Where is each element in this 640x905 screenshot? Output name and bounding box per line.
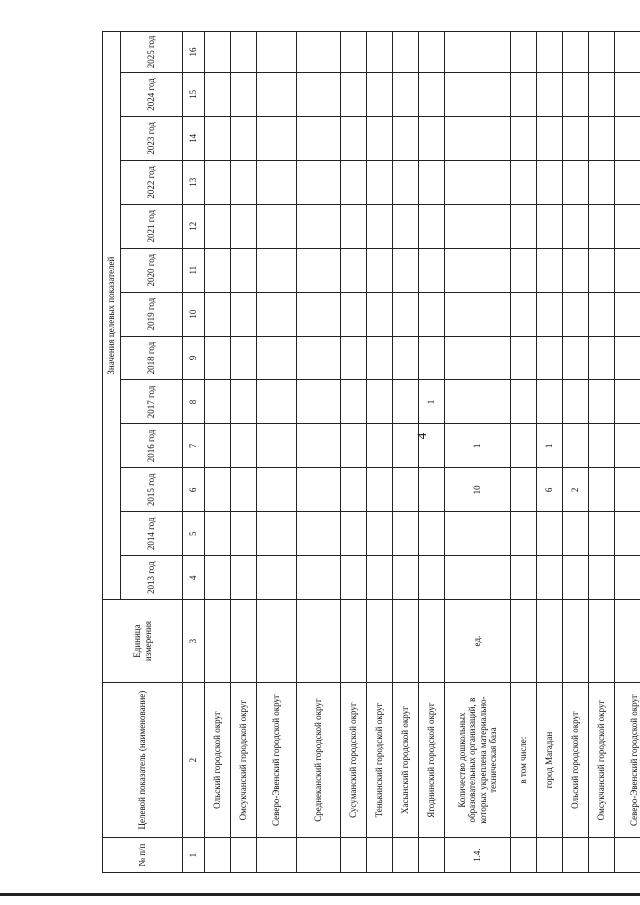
row-value-cell — [537, 204, 563, 248]
row-value-cell — [257, 292, 297, 336]
row-value-cell — [367, 160, 393, 204]
column-number: 8 — [183, 380, 205, 424]
row-value-cell — [231, 468, 257, 512]
row-indicator-name: Сусуманский городской округ — [341, 682, 367, 837]
header-year: 2024 год — [121, 72, 183, 116]
table-row — [297, 32, 341, 873]
row-value-cell — [297, 32, 341, 73]
column-number: 13 — [183, 160, 205, 204]
row-unit — [367, 600, 393, 683]
row-value-cell — [563, 556, 589, 600]
row-value-cell — [589, 72, 615, 116]
row-unit — [537, 600, 563, 683]
row-value-cell — [205, 292, 231, 336]
row-value-cell — [393, 204, 419, 248]
row-value-cell — [367, 512, 393, 556]
header-row-group — [103, 32, 121, 873]
row-value-cell — [341, 160, 367, 204]
row-value-cell — [537, 512, 563, 556]
row-value-cell — [231, 32, 257, 73]
row-value-cell — [511, 204, 537, 248]
row-number — [257, 838, 297, 873]
row-value-cell — [341, 116, 367, 160]
column-number: 12 — [183, 204, 205, 248]
row-indicator-name: Ольский городской округ — [205, 682, 231, 837]
row-value-cell — [297, 72, 341, 116]
row-value-cell — [393, 72, 419, 116]
row-value-cell — [205, 512, 231, 556]
table-row — [231, 32, 257, 873]
row-value-cell — [419, 32, 445, 73]
row-value-cell — [367, 336, 393, 380]
table-row — [589, 32, 615, 873]
row-unit — [511, 600, 537, 683]
row-value-cell — [393, 380, 419, 424]
row-value-cell — [297, 292, 341, 336]
row-value-cell — [367, 248, 393, 292]
row-unit — [341, 600, 367, 683]
column-number: 15 — [183, 72, 205, 116]
row-value-cell — [393, 424, 419, 468]
row-value-cell — [563, 512, 589, 556]
header-year: 2015 год — [121, 468, 183, 512]
row-value-cell — [341, 248, 367, 292]
row-value-cell — [511, 248, 537, 292]
row-value-cell — [563, 292, 589, 336]
row-value-cell — [367, 556, 393, 600]
header-colnum-row — [183, 32, 205, 873]
row-value-cell — [537, 336, 563, 380]
row-value-cell — [297, 204, 341, 248]
header-year: 2025 год — [121, 32, 183, 73]
column-number: 10 — [183, 292, 205, 336]
row-value-cell: 2 — [563, 468, 589, 512]
row-value-cell — [393, 556, 419, 600]
table-row — [341, 32, 367, 873]
row-value-cell — [445, 292, 511, 336]
row-number — [393, 838, 419, 873]
row-value-cell — [511, 292, 537, 336]
row-value-cell — [205, 336, 231, 380]
table-row — [367, 32, 393, 873]
row-value-cell — [393, 160, 419, 204]
row-number — [419, 838, 445, 873]
header-year: 2014 год — [121, 512, 183, 556]
row-value-cell — [419, 556, 445, 600]
row-value-cell — [589, 292, 615, 336]
row-number — [341, 838, 367, 873]
row-value-cell — [511, 556, 537, 600]
header-values-group: Значения целевых показателей — [103, 32, 121, 600]
table-row — [511, 32, 537, 873]
row-value-cell — [445, 248, 511, 292]
row-value-cell — [367, 116, 393, 160]
row-unit: ед. — [445, 600, 511, 683]
row-value-cell — [231, 72, 257, 116]
header-unit: Единица измерения — [103, 600, 183, 683]
row-value-cell — [257, 32, 297, 73]
column-number: 11 — [183, 248, 205, 292]
row-value-cell — [341, 292, 367, 336]
row-value-cell — [615, 160, 640, 204]
row-value-cell — [511, 336, 537, 380]
row-value-cell — [563, 380, 589, 424]
row-number: 1.4. — [445, 838, 511, 873]
row-value-cell — [297, 380, 341, 424]
row-value-cell — [297, 556, 341, 600]
row-value-cell — [231, 292, 257, 336]
row-value-cell — [297, 512, 341, 556]
row-value-cell — [419, 248, 445, 292]
row-value-cell — [445, 556, 511, 600]
row-value-cell — [589, 248, 615, 292]
row-number — [205, 838, 231, 873]
header-year: 2022 год — [121, 160, 183, 204]
row-value-cell — [589, 116, 615, 160]
column-number: 3 — [183, 600, 205, 683]
row-value-cell — [537, 292, 563, 336]
row-value-cell — [393, 248, 419, 292]
row-value-cell — [615, 424, 640, 468]
row-value-cell — [257, 512, 297, 556]
row-unit — [419, 600, 445, 683]
header-year: 2016 год — [121, 424, 183, 468]
row-value-cell — [205, 468, 231, 512]
row-indicator-name: Количество дошкольных образовательных организаций, в которых укреплена материально-техническая база — [445, 682, 511, 837]
row-value-cell — [257, 116, 297, 160]
row-value-cell — [615, 380, 640, 424]
row-value-cell — [563, 116, 589, 160]
row-value-cell — [257, 248, 297, 292]
column-number: 14 — [183, 116, 205, 160]
row-value-cell — [419, 468, 445, 512]
row-value-cell: 6 — [537, 468, 563, 512]
row-unit — [297, 600, 341, 683]
row-value-cell — [511, 468, 537, 512]
row-value-cell — [445, 336, 511, 380]
row-value-cell — [205, 556, 231, 600]
row-value-cell — [205, 72, 231, 116]
row-value-cell — [615, 336, 640, 380]
row-value-cell — [615, 248, 640, 292]
row-value-cell — [615, 32, 640, 73]
row-value-cell — [205, 32, 231, 73]
row-value-cell — [367, 32, 393, 73]
row-value-cell — [563, 204, 589, 248]
row-value-cell — [589, 424, 615, 468]
row-value-cell — [257, 556, 297, 600]
row-value-cell — [419, 160, 445, 204]
row-value-cell — [367, 380, 393, 424]
row-value-cell — [615, 204, 640, 248]
row-value-cell — [589, 32, 615, 73]
row-unit — [393, 600, 419, 683]
row-indicator-name: Хасынский городской округ — [393, 682, 419, 837]
row-value-cell — [563, 424, 589, 468]
row-value-cell — [341, 336, 367, 380]
row-number — [367, 838, 393, 873]
row-value-cell — [367, 292, 393, 336]
row-indicator-name: Северо-Эвенский городской округ — [257, 682, 297, 837]
row-value-cell — [589, 468, 615, 512]
row-value-cell — [367, 424, 393, 468]
row-value-cell: 1 — [537, 424, 563, 468]
row-value-cell — [341, 424, 367, 468]
page-number: 4 — [414, 432, 429, 440]
row-value-cell — [205, 424, 231, 468]
column-number: 16 — [183, 32, 205, 73]
row-value-cell — [393, 468, 419, 512]
row-value-cell — [297, 116, 341, 160]
row-value-cell — [589, 512, 615, 556]
row-value-cell — [445, 512, 511, 556]
row-indicator-name: Ольский городской округ — [563, 682, 589, 837]
row-value-cell — [563, 32, 589, 73]
row-value-cell — [615, 116, 640, 160]
row-value-cell — [563, 336, 589, 380]
table-row — [419, 32, 445, 873]
row-value-cell — [205, 248, 231, 292]
table-row — [393, 32, 419, 873]
row-value-cell — [257, 72, 297, 116]
column-number: 6 — [183, 468, 205, 512]
row-value-cell — [419, 292, 445, 336]
row-value-cell — [205, 160, 231, 204]
row-value-cell — [537, 556, 563, 600]
table-row — [537, 32, 563, 873]
row-value-cell — [341, 556, 367, 600]
row-value-cell — [419, 72, 445, 116]
row-unit — [615, 600, 640, 683]
row-value-cell — [205, 204, 231, 248]
row-value-cell — [511, 160, 537, 204]
row-value-cell — [537, 72, 563, 116]
row-value-cell — [511, 424, 537, 468]
row-indicator-name: Омсукчанский городской округ — [589, 682, 615, 837]
row-value-cell — [231, 424, 257, 468]
row-value-cell: 1 — [419, 380, 445, 424]
row-value-cell — [231, 248, 257, 292]
row-value-cell — [393, 292, 419, 336]
row-value-cell — [419, 424, 445, 468]
row-value-cell — [231, 116, 257, 160]
column-number: 4 — [183, 556, 205, 600]
row-value-cell — [589, 160, 615, 204]
row-value-cell: 10 — [445, 468, 511, 512]
header-year: 2019 год — [121, 292, 183, 336]
header-year: 2017 год — [121, 380, 183, 424]
row-value-cell — [615, 512, 640, 556]
row-value-cell — [341, 512, 367, 556]
table-row — [205, 32, 231, 873]
row-value-cell — [445, 72, 511, 116]
header-year: 2020 год — [121, 248, 183, 292]
column-number: 1 — [183, 838, 205, 873]
row-number — [589, 838, 615, 873]
header-name: Целевой показатель (наименование) — [103, 682, 183, 837]
table-row — [257, 32, 297, 873]
row-value-cell — [367, 204, 393, 248]
table-row — [563, 32, 589, 873]
row-indicator-name: в том числе: — [511, 682, 537, 837]
row-value-cell — [563, 72, 589, 116]
header-year: 2021 год — [121, 204, 183, 248]
row-value-cell — [445, 32, 511, 73]
row-value-cell — [511, 512, 537, 556]
page-bottom-rule — [0, 893, 640, 896]
table-row — [445, 32, 511, 873]
row-value-cell — [615, 292, 640, 336]
target-indicators-table — [102, 31, 640, 873]
row-value-cell — [615, 468, 640, 512]
column-number: 5 — [183, 512, 205, 556]
row-value-cell — [393, 116, 419, 160]
row-indicator-name: Омсукчанский городской округ — [231, 682, 257, 837]
row-value-cell — [419, 336, 445, 380]
row-value-cell — [511, 32, 537, 73]
row-value-cell — [341, 468, 367, 512]
row-number — [297, 838, 341, 873]
row-value-cell — [537, 32, 563, 73]
row-value-cell — [563, 160, 589, 204]
column-number: 2 — [183, 682, 205, 837]
row-value-cell — [297, 468, 341, 512]
row-value-cell — [231, 336, 257, 380]
column-number: 7 — [183, 424, 205, 468]
header-num: № п/п — [103, 838, 183, 873]
header-year: 2018 год — [121, 336, 183, 380]
row-value-cell — [341, 32, 367, 73]
row-value-cell — [445, 380, 511, 424]
row-indicator-name: Среднеканский городской округ — [297, 682, 341, 837]
row-value-cell — [367, 72, 393, 116]
row-value-cell — [537, 380, 563, 424]
row-value-cell — [257, 204, 297, 248]
row-value-cell — [297, 160, 341, 204]
row-value-cell — [205, 380, 231, 424]
row-value-cell — [367, 468, 393, 512]
row-value-cell — [589, 204, 615, 248]
row-value-cell — [257, 380, 297, 424]
row-unit — [257, 600, 297, 683]
header-year: 2023 год — [121, 116, 183, 160]
row-value-cell — [297, 424, 341, 468]
row-value-cell — [297, 248, 341, 292]
row-value-cell — [589, 380, 615, 424]
row-number — [511, 838, 537, 873]
header-year: 2013 год — [121, 556, 183, 600]
row-unit — [563, 600, 589, 683]
row-value-cell — [341, 204, 367, 248]
row-value-cell — [297, 336, 341, 380]
row-value-cell — [563, 248, 589, 292]
row-value-cell — [205, 116, 231, 160]
row-value-cell — [445, 160, 511, 204]
row-value-cell — [589, 336, 615, 380]
row-indicator-name: город Магадан — [537, 682, 563, 837]
row-value-cell — [257, 424, 297, 468]
row-indicator-name: Северо-Эвенский городской округ — [615, 682, 640, 837]
rotated-table-wrapper — [102, 31, 640, 873]
row-value-cell — [257, 336, 297, 380]
column-number: 9 — [183, 336, 205, 380]
row-value-cell — [419, 512, 445, 556]
row-value-cell — [511, 116, 537, 160]
row-indicator-name: Тенькинский городской округ — [367, 682, 393, 837]
row-number — [563, 838, 589, 873]
row-value-cell — [537, 248, 563, 292]
row-value-cell — [537, 116, 563, 160]
table-row — [615, 32, 640, 873]
row-value-cell — [393, 32, 419, 73]
row-indicator-name: Ягоднинский городской округ — [419, 682, 445, 837]
row-number — [537, 838, 563, 873]
row-value-cell — [257, 160, 297, 204]
row-unit — [589, 600, 615, 683]
row-unit — [205, 600, 231, 683]
row-value-cell — [615, 72, 640, 116]
row-value-cell — [341, 72, 367, 116]
row-number — [231, 838, 257, 873]
row-unit — [231, 600, 257, 683]
row-value-cell — [231, 160, 257, 204]
row-value-cell — [615, 556, 640, 600]
row-value-cell: 1 — [445, 424, 511, 468]
table-body — [205, 32, 640, 873]
row-value-cell — [231, 556, 257, 600]
row-value-cell — [231, 380, 257, 424]
row-value-cell — [445, 204, 511, 248]
row-value-cell — [393, 336, 419, 380]
row-value-cell — [341, 380, 367, 424]
row-value-cell — [445, 116, 511, 160]
row-number — [615, 838, 640, 873]
row-value-cell — [419, 204, 445, 248]
row-value-cell — [257, 468, 297, 512]
row-value-cell — [589, 556, 615, 600]
row-value-cell — [511, 72, 537, 116]
row-value-cell — [231, 204, 257, 248]
row-value-cell — [393, 512, 419, 556]
row-value-cell — [231, 512, 257, 556]
row-value-cell — [419, 116, 445, 160]
row-value-cell — [511, 380, 537, 424]
row-value-cell — [537, 160, 563, 204]
